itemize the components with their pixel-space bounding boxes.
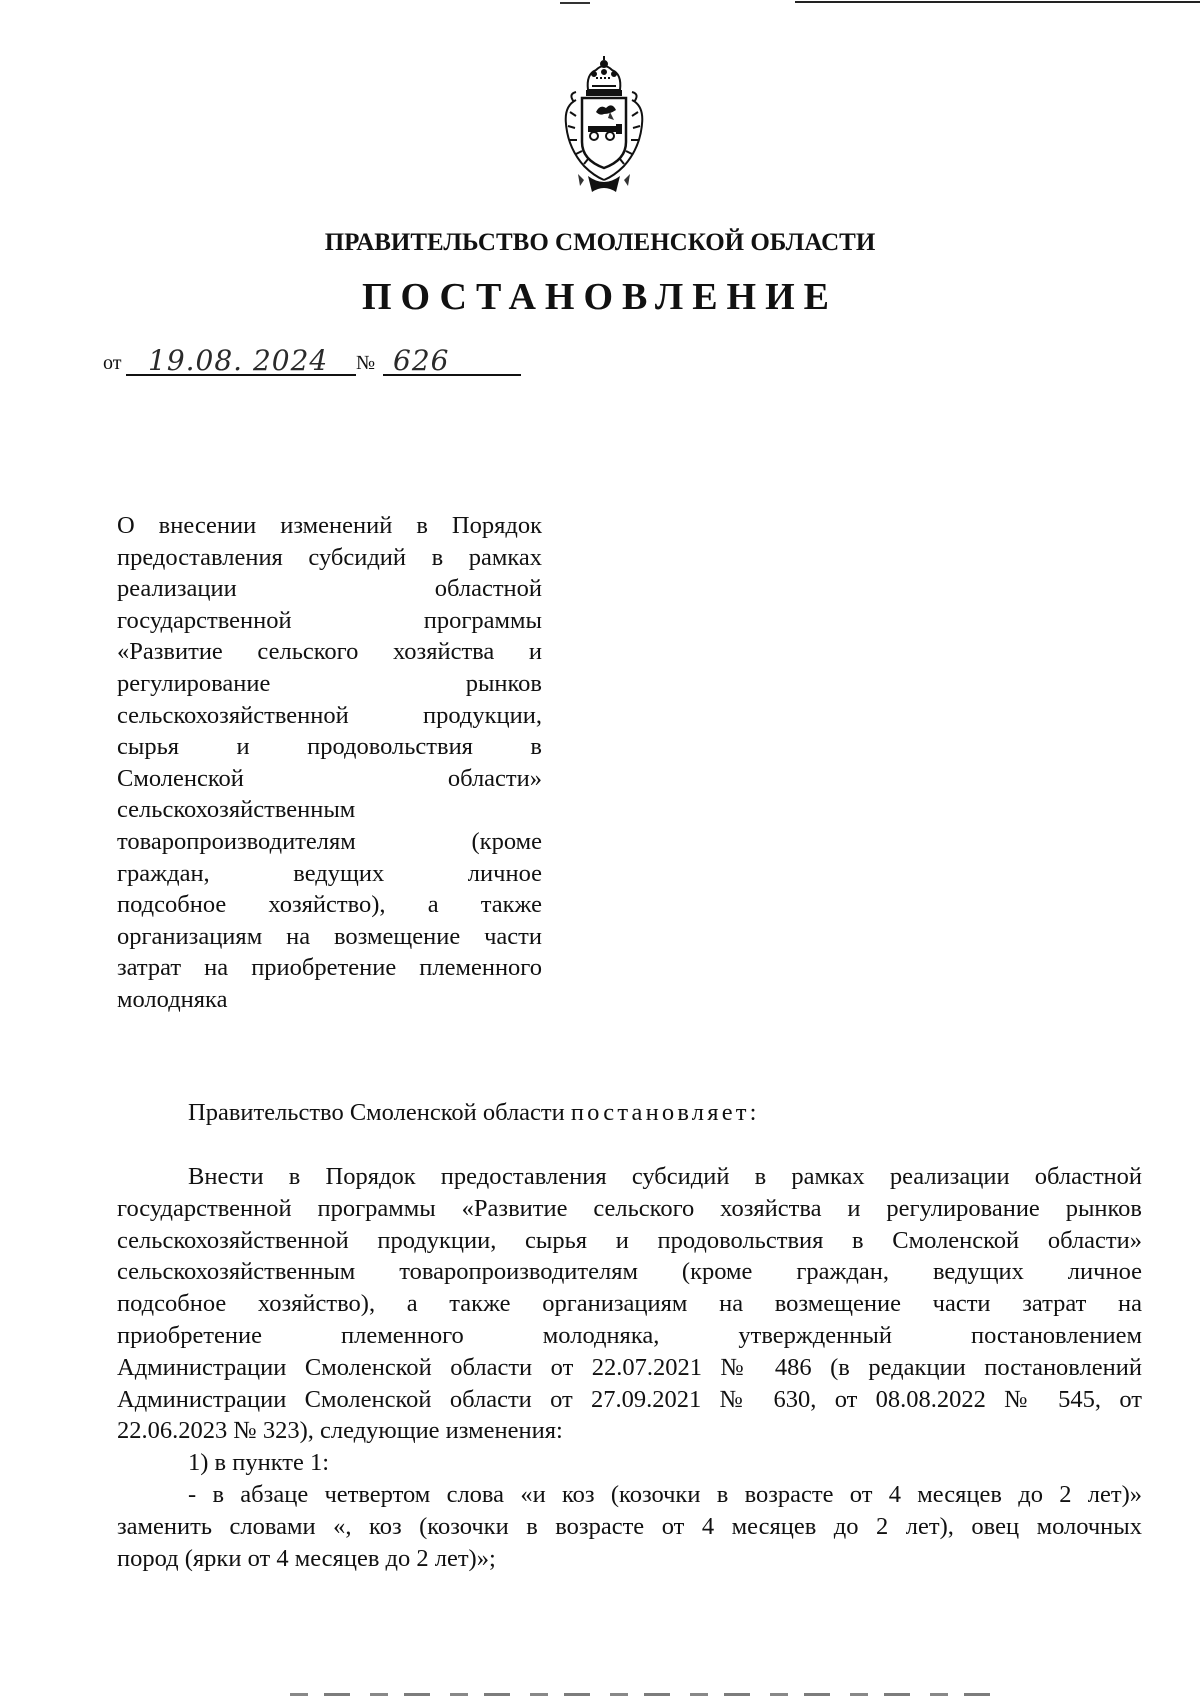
subject-line: О внесении изменений в Порядок xyxy=(117,512,542,539)
subject-line: государственной программы xyxy=(117,606,542,634)
body-line: Администрации Смоленской области от 27.09.2021 № 630, от 08.08.2022 № 545, от xyxy=(117,1385,1142,1413)
body-line: Администрации Смоленской области от 22.07.2021 № 486 (в редакции постановлений xyxy=(117,1353,1142,1381)
body-line: приобретение племенного молодняка, утвержденный постановлением xyxy=(117,1321,1142,1349)
subject-line: сельскохозяйственным xyxy=(117,796,356,824)
body-line: сельскохозяйственным товаропроизводителям (кроме граждан, ведущих личное xyxy=(117,1258,1142,1286)
scan-artifact-top-dash xyxy=(560,2,590,4)
subject-line: «Развитие сельского хозяйства и xyxy=(117,638,542,666)
body-line: сельскохозяйственной продукции, сырья и продовольствия в Смоленской области» xyxy=(117,1226,1142,1254)
body-line: Внести в Порядок предоставления субсидий в рамках реализации областной xyxy=(188,1163,1142,1190)
body-line: 1) в пункте 1: xyxy=(188,1449,330,1477)
subject-line: молодняка xyxy=(117,985,228,1013)
subject-line: подсобное хозяйство), а также xyxy=(117,891,542,919)
subject-line: граждан, ведущих личное xyxy=(117,859,542,887)
body-line: пород (ярки от 4 месяцев до 2 лет)»; xyxy=(117,1544,496,1572)
scan-artifact-top-line xyxy=(795,1,1200,3)
document-subject xyxy=(117,510,542,1016)
document-type-title: ПОСТАНОВЛЕНИЕ xyxy=(361,276,839,318)
subject-line: организациям на возмещение части xyxy=(117,922,542,950)
decree-word: постановляет: xyxy=(570,1099,760,1126)
number-label: № xyxy=(356,352,376,374)
document-body xyxy=(117,1161,1142,1574)
handwritten-number: 626 xyxy=(393,344,450,377)
subject-line: Смоленской области» xyxy=(117,764,542,792)
organization-title: ПРАВИТЕЛЬСТВО СМОЛЕНСКОЙ ОБЛАСТИ xyxy=(324,229,876,256)
preamble xyxy=(188,1099,760,1127)
body-line: государственной программы «Развитие сельского хозяйства и регулирование рынков xyxy=(117,1194,1142,1222)
preamble-text: Правительство Смоленской области xyxy=(188,1099,571,1126)
subject-line: сырья и продовольствия в xyxy=(117,733,542,761)
subject-line: реализации областной xyxy=(117,575,542,603)
body-line: заменить словами «, коз (козочки в возрасте от 4 месяцев до 2 лет), овец молочных xyxy=(117,1512,1142,1540)
coat-of-arms-icon xyxy=(548,56,660,196)
subject-line: регулирование рынков xyxy=(117,669,542,697)
subject-line: затрат на приобретение племенного xyxy=(117,954,542,982)
body-line: - в абзаце четвертом слова «и коз (козочки в возрасте от 4 месяцев до 2 лет)» xyxy=(188,1480,1142,1508)
subject-line: товаропроизводителям (кроме xyxy=(117,827,542,855)
date-from-label: от xyxy=(103,352,122,374)
body-line: подсобное хозяйство), а также организациям на возмещение части затрат на xyxy=(117,1290,1142,1318)
scan-artifact-bottom xyxy=(290,1693,1010,1696)
subject-line: предоставления субсидий в рамках xyxy=(117,543,542,571)
body-line: 22.06.2023 № 323), следующие изменения: xyxy=(117,1417,563,1445)
handwritten-date: 19.08. 2024 xyxy=(148,344,329,377)
subject-line: сельскохозяйственной продукции, xyxy=(117,701,542,729)
